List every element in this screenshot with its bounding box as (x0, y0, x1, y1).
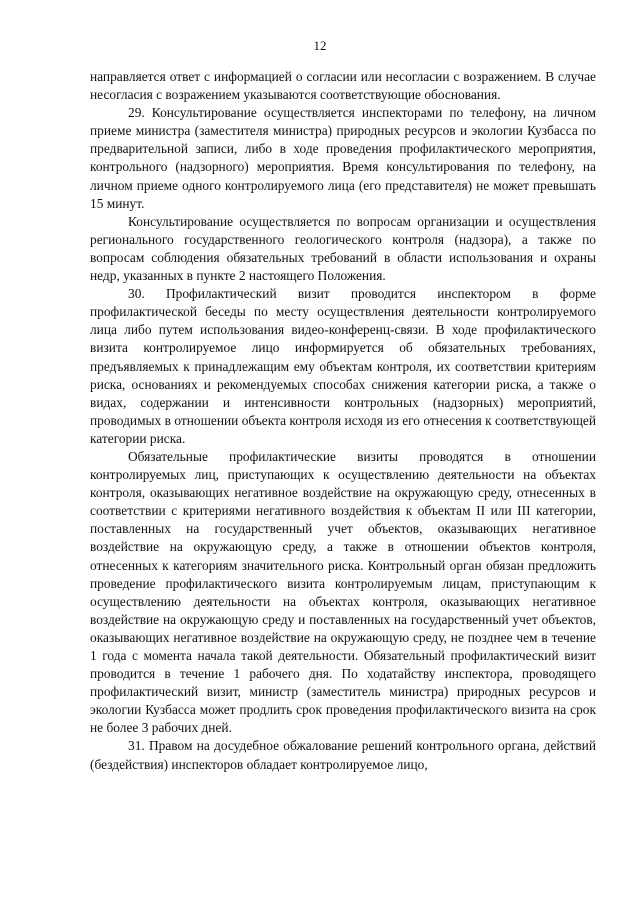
body-text (90, 68, 596, 774)
paragraph-30-mandatory-visits: Обязательные профилактические визиты проводятся в отношении контролируемых лиц, приступающих к осуществлению деятельности на объектах контроля, оказывающих негативное воздействие на окружающую среду, отнесенных в соответствии с критериями негативного воздействия к объектам II или III категории, поставленных на государственный учет объектов, оказывающих негативное воздействие на окружающую среду, а также в отношении объектов контроля, отнесенных к категориям значительного риска. Контрольный орган обязан предложить проведение профилактического визита контролируемым лицам, приступающим к осуществлению деятельности на объектах контроля, оказывающих негативное воздействие на окружающую среду и поставленных на государственный учет объектов, оказывающих негативное воздействие на окружающую среду, не позднее чем в течение 1 года с момента начала такой деятельности. Обязательный профилактический визит проводится в течение 1 рабочего дня. По ходатайству инспектора, проводящего профилактический визит, министр (заместитель министра) природных ресурсов и экологии Кузбасса может продлить срок проведения профилактического визита на срок не более 3 рабочих дней. (90, 448, 596, 736)
paragraph-31: 31. Правом на досудебное обжалование решений контрольного органа, действий (бездействия) инспекторов обладает контролируемое лицо, (90, 738, 596, 772)
paragraph-continuation: направляется ответ с информацией о согласии или несогласии с возражением. В случае несогласия с возражением указываются соответствующие обоснования. (90, 69, 596, 103)
paragraph-29-consultation-topics: Консультирование осуществляется по вопросам организации и осуществления регионального государственного геологического контроля (надзора), а также по вопросам соблюдения обязательных требований в области использования и охраны недр, указанных в пункте 2 настоящего Положения. (90, 213, 596, 284)
page-number: 12 (313, 38, 327, 53)
paragraph-29: 29. Консультирование осуществляется инспекторами по телефону, на личном приеме министра (заместителя министра) природных ресурсов и экологии Кузбасса по предварительной записи, либо в ходе проведения профилактического мероприятия, контрольного (надзорного) мероприятия. Время консультирования по телефону, на личном приеме одного контролируемого лица (его представителя) не может превышать 15 минут. (90, 105, 596, 211)
paragraph-30: 30. Профилактический визит проводится инспектором в форме профилактической беседы по месту осуществления деятельности контролируемого лица либо путем использования видео-конференц-связи. В ходе профилактического визита контролируемое лицо информируется об обязательных требованиях, предъявляемых к принадлежащим ему объектам контроля, их соответствии критериям риска, основаниях и рекомендуемых способах снижения категории риска, а также о видах, содержании и интенсивности контрольных (надзорных) мероприятий, проводимых в отношении объекта контроля исходя из его отнесения к соответствующей категории риска. (90, 286, 596, 446)
